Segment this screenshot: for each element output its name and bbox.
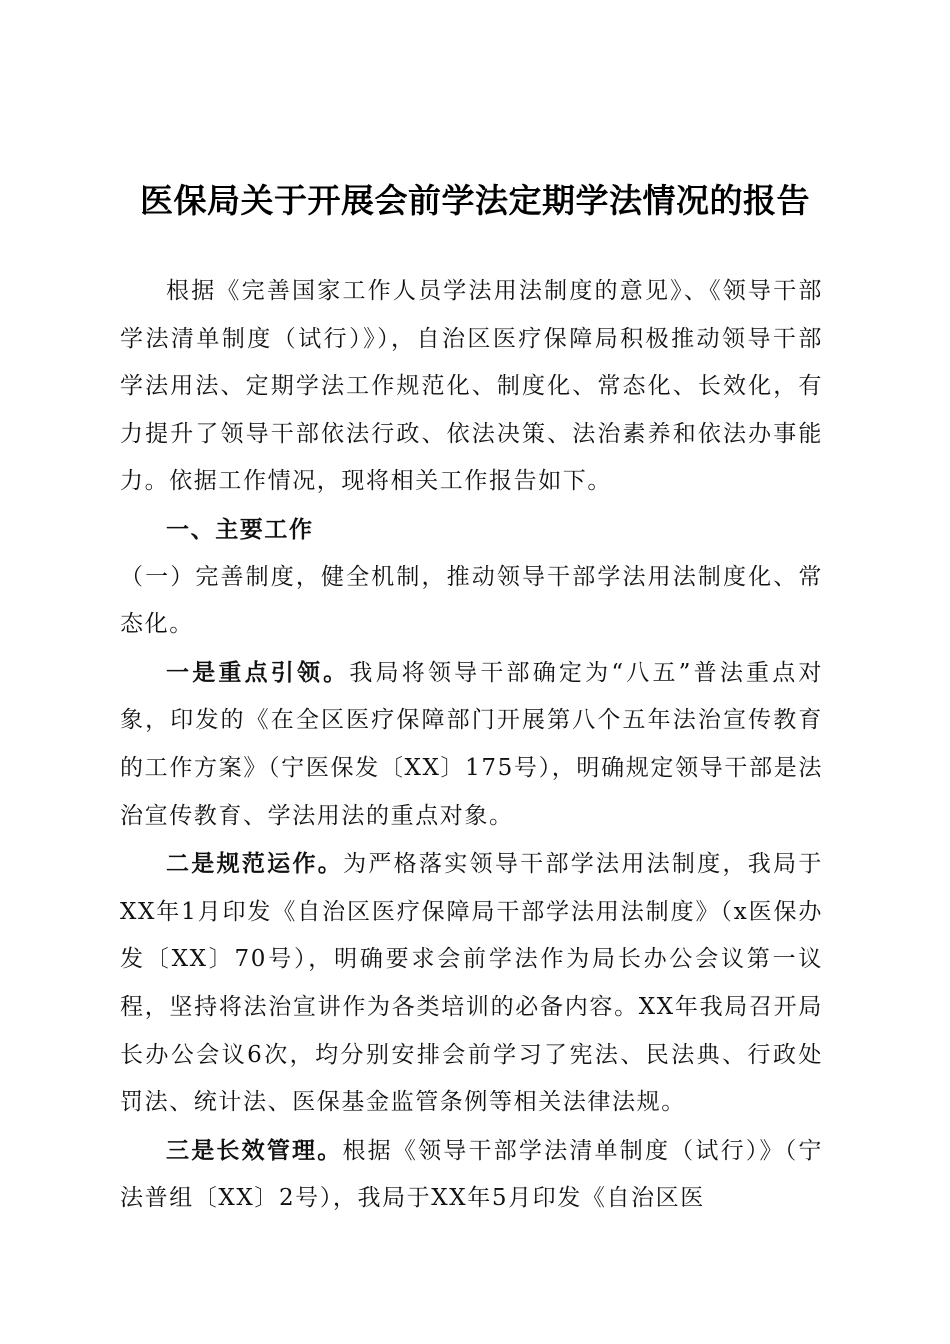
point-text-focus: 我局将领导干部确定为“八五”普法重点对象，印发的《在全区医疗保障部门开展第八个五年法治宣传教育的工作方案》（宁医保发〔XX〕175号），明确规定领导干部是法治宣传教育、学法用法的重点对象。 bbox=[120, 659, 824, 829]
intro-paragraph: 根据《完善国家工作人员学法用法制度的意见》、《领导干部学法清单制度（试行）》），自治区医疗保障局积极推动领导干部学法用法、定期学法工作规范化、制度化、常态化、长效化，有力提升了领导干部依法行政、依法决策、法治素养和依法办事能力。依据工作情况，现将相关工作报告如下。 bbox=[120, 278, 823, 495]
point-paragraph-focus-lead bbox=[120, 649, 823, 840]
document-title: 医保局关于开展会前学法定期学法情况的报告 bbox=[140, 181, 810, 220]
subsection-heading-improve-system: （一）完善制度，健全机制，推动领导干部学法用法制度化、常态化。 bbox=[120, 563, 823, 638]
point-text-standard: 为严格落实领导干部学法用法制度，我局于XX年1月印发《自治区医疗保障局干部学法用法制度》（x医保办发〔XX〕70号），明确要求会前学法作为局长办公会议第一议程，坚持将法治宣讲作为各类培训的必备内容。XX年我局召开局长办公会议6次，均分别安排会前学习了宪法、民法典、行政处罚法、统计法、医保基金监管条例等相关法律法规。 bbox=[120, 851, 823, 1116]
point-lead-long-term: 三是长效管理。 bbox=[166, 1136, 343, 1164]
point-paragraph-long-term-management bbox=[120, 1127, 823, 1223]
point-lead-focus: 一是重点引领。 bbox=[166, 658, 350, 686]
point-paragraph-standard-operation bbox=[120, 840, 823, 1127]
point-lead-standard: 二是规范运作。 bbox=[166, 850, 344, 878]
section-heading-main-work: 一、主要工作 bbox=[166, 515, 314, 543]
document-body bbox=[120, 268, 823, 1223]
point-text-long-term: 根据《领导干部学法清单制度（试行）》（宁法普组〔XX〕2号），我局于XX年5月印发《自治区医 bbox=[120, 1137, 823, 1212]
